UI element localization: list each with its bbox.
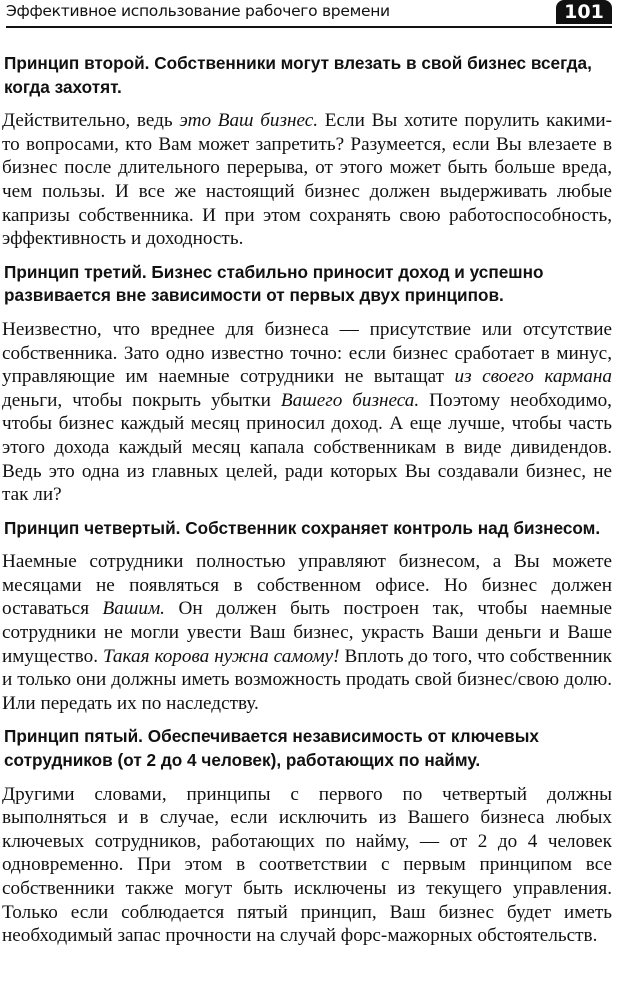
text-run: деньги, чтобы покрыть убытки bbox=[2, 389, 281, 411]
paragraph-principle-4 bbox=[0, 550, 612, 715]
paragraph-principle-2 bbox=[0, 109, 612, 251]
page-number: 101 bbox=[556, 0, 612, 24]
italic-emphasis: это Ваш бизнес. bbox=[179, 110, 319, 132]
italic-emphasis: Вашего бизнеса. bbox=[280, 389, 420, 411]
principle-heading-4: Принцип четвертый. Собственник сохраняет контроль над бизнесом. bbox=[4, 517, 601, 538]
principle-heading-2: Принцип второй. Собственники могут влезать в свой бизнес всегда, когда захотят. bbox=[4, 53, 592, 97]
text-run: Наемные сотрудники полностью управляют бизнесом, а Вы можете месяцами не появляться в собственном офисе. Но бизнес должен оставаться bbox=[2, 551, 612, 620]
running-title: Эффективное использование рабочего времени bbox=[6, 2, 390, 20]
italic-emphasis: Вашим. bbox=[102, 598, 165, 620]
italic-emphasis: из своего кармана bbox=[454, 366, 612, 388]
text-run: Он должен быть построен так, чтобы наемные сотрудники не могли увести Ваш бизнес, украсть Ваши деньги и Ваше имущество. bbox=[2, 598, 613, 667]
text-run: Неизвестно, что вреднее для бизнеса — присутствие или отсутствие собственника. Зато одно известно точно: если бизнес сработает в минус, управляющие им наемные сотрудники не вытащат bbox=[2, 318, 612, 388]
text-run: Если Вы хотите порулить какими-то вопросами, кто Вам может запретить? Разумеется, если Вы влезаете в бизнес после длительного перерыва, от этого может быть больше вреда, чем пользы. И все же настоящий бизнес должен выдерживать любые капризы собственника. И при этом сохранять свою работоспособность, эффективность и доходность. bbox=[2, 110, 613, 250]
principle-heading-3: Принцип третий. Бизнес стабильно приносит доход и успешно развивается вне зависимости от первых двух принципов. bbox=[4, 261, 544, 306]
page-body bbox=[0, 52, 612, 958]
paragraph-principle-5: Другими словами, принципы с первого по четвертый должны выполняться и в случае, если исключить из Вашего бизнеса любых ключевых сотрудников, работающих по найму, — от 2 до 4 человек одновременно. При этом в соответствии с первым принципом все собственники также могут быть исключены из текущего управления. Только если соблюдается пятый принцип, Ваш бизнес будет иметь необходимый запас прочности на случай форс-мажорных обстоятельств. bbox=[2, 783, 612, 947]
running-header bbox=[6, 0, 612, 28]
text-run: Вплоть до того, что собственник и только они должны иметь возможность продать свой бизнес/свою долю. Или передать их по наследству. bbox=[2, 645, 612, 714]
paragraph-principle-3 bbox=[0, 318, 612, 507]
text-run: Поэтому необходимо, чтобы бизнес каждый месяц приносил доход. А еще лучше, чтобы часть этого дохода каждый месяц капала собственникам в виде дивидендов. Ведь это одна из главных целей, ради которых Вы создавали бизнес, не так ли? bbox=[2, 389, 612, 506]
italic-emphasis: Такая корова нужна самому! bbox=[102, 645, 340, 667]
text-run: Действительно, ведь bbox=[2, 110, 180, 132]
principle-heading-5: Принцип пятый. Обеспечивается независимость от ключевых сотрудников (от 2 до 4 человек), работающих по найму. bbox=[4, 726, 539, 771]
